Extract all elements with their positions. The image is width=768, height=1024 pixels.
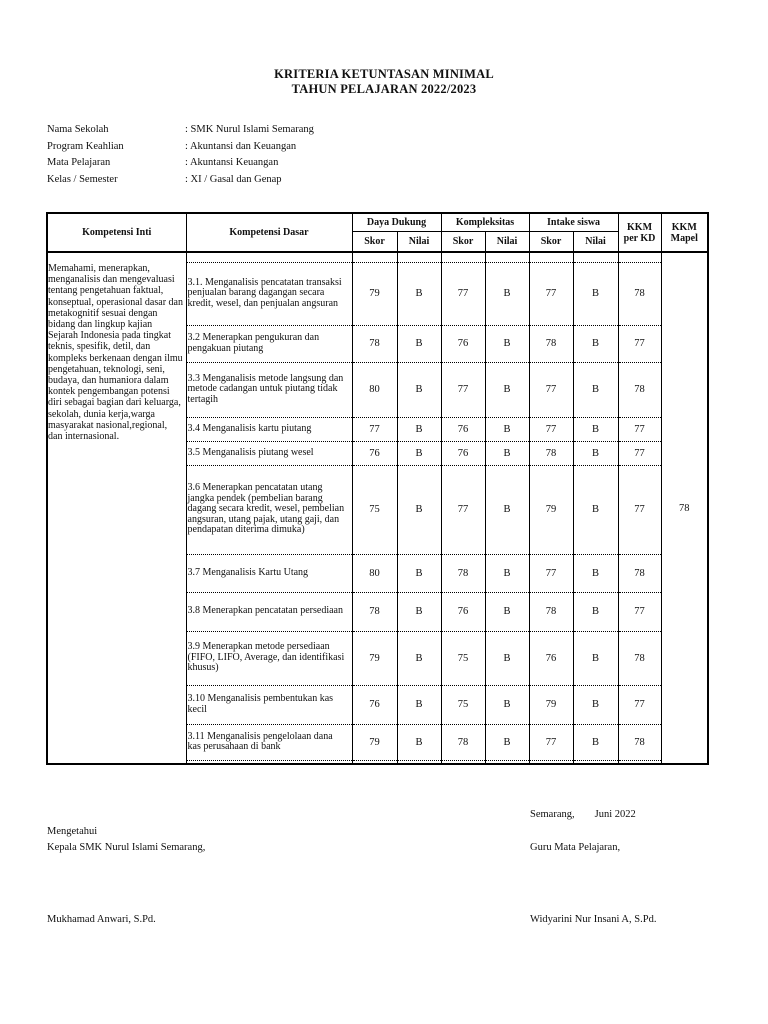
kd-cell: 3.10 Menganalisis pembentukan kas kecil (186, 685, 352, 724)
kompetensi-inti-cell: Memahami, menerapkan, menganalisis dan mengevaluasi tentang pengetahuan faktual, konseptual, operasional dasar dan metakognitif sesuai dengan bidang dan lingkup kajian Sejarah Indonesia pada tingkat teknis, spesifik, detil, dan kompleks berkenaan dengan ilmu pengetahuan, teknologi, seni, budaya, dan humaniora dalam kontek pengembangan potensi diri sebagai bagian dari keluarga, sekolah, dunia kerja,warga masyarakat nasional,regional, dan internasional. (47, 252, 186, 764)
kd-cell: 3.9 Menerapkan metode persediaan (FIFO, LIFO, Average, dan identifikasi khusus) (186, 631, 352, 685)
dd-nilai-cell: B (397, 262, 441, 325)
kkm-kd-cell: 78 (618, 262, 661, 325)
info-value: : Akuntansi dan Keuangan (185, 140, 297, 152)
header-nilai: Nilai (485, 232, 529, 253)
info-row-program (47, 141, 447, 158)
header-per-kd-label: per KD (623, 232, 656, 244)
ko-nilai-cell: B (485, 554, 529, 592)
spacer-cell (618, 252, 661, 262)
header-kompleksitas: Kompleksitas (441, 213, 529, 232)
city-text: Semarang, (530, 809, 575, 820)
spacer-cell (485, 252, 529, 262)
ko-nilai-cell: B (485, 724, 529, 760)
spacer-cell (397, 760, 441, 764)
kkm-kd-cell: 77 (618, 441, 661, 465)
kd-cell: 3.7 Menganalisis Kartu Utang (186, 554, 352, 592)
ko-skor-cell: 76 (441, 325, 485, 362)
in-skor-cell: 78 (529, 592, 573, 631)
info-value: : XI / Gasal dan Genap (185, 173, 282, 185)
kd-cell: 3.4 Menganalisis kartu piutang (186, 417, 352, 441)
kd-cell: 3.8 Menerapkan pencatatan persediaan (186, 592, 352, 631)
kkm-table (46, 212, 709, 765)
in-nilai-cell: B (573, 465, 618, 554)
in-nilai-cell: B (573, 417, 618, 441)
teacher-name: Widyarini Nur Insani A, S.Pd. (530, 914, 657, 925)
kkm-kd-cell: 77 (618, 465, 661, 554)
dd-nilai-cell: B (397, 325, 441, 362)
in-skor-cell: 76 (529, 631, 573, 685)
header-kompetensi-inti: Kompetensi Inti (47, 213, 186, 252)
spacer-cell (397, 252, 441, 262)
ko-nilai-cell: B (485, 465, 529, 554)
dd-skor-cell: 80 (352, 554, 397, 592)
header-skor: Skor (529, 232, 573, 253)
in-nilai-cell: B (573, 262, 618, 325)
info-label: Program Keahlian (47, 140, 124, 152)
ko-nilai-cell: B (485, 325, 529, 362)
kkm-kd-cell: 78 (618, 724, 661, 760)
spacer-cell (618, 760, 661, 764)
spacer-cell (352, 760, 397, 764)
kkm-mapel-cell: 78 (661, 252, 708, 764)
kkm-kd-cell: 77 (618, 685, 661, 724)
in-nilai-cell: B (573, 362, 618, 417)
ko-skor-cell: 77 (441, 465, 485, 554)
dd-nilai-cell: B (397, 554, 441, 592)
dd-skor-cell: 78 (352, 592, 397, 631)
header-skor: Skor (352, 232, 397, 253)
info-label: Kelas / Semester (47, 173, 118, 185)
ko-nilai-cell: B (485, 441, 529, 465)
ko-nilai-cell: B (485, 417, 529, 441)
in-nilai-cell: B (573, 441, 618, 465)
header-kkm-label: KKM (671, 221, 697, 233)
spacer-cell (529, 252, 573, 262)
in-skor-cell: 77 (529, 724, 573, 760)
ko-skor-cell: 75 (441, 685, 485, 724)
ko-nilai-cell: B (485, 362, 529, 417)
dd-nilai-cell: B (397, 362, 441, 417)
in-skor-cell: 79 (529, 465, 573, 554)
dd-skor-cell: 75 (352, 465, 397, 554)
header-kkm-label: KKM (627, 221, 653, 233)
ko-skor-cell: 78 (441, 554, 485, 592)
in-nilai-cell: B (573, 592, 618, 631)
kkm-kd-cell: 77 (618, 325, 661, 362)
in-nilai-cell: B (573, 631, 618, 685)
dd-skor-cell: 80 (352, 362, 397, 417)
in-skor-cell: 77 (529, 554, 573, 592)
header-kompetensi-dasar: Kompetensi Dasar (186, 213, 352, 252)
header-kkm-mapel (661, 213, 708, 252)
ko-skor-cell: 78 (441, 724, 485, 760)
principal-name: Mukhamad Anwari, S.Pd. (47, 914, 156, 925)
kd-cell: 3.11 Menganalisis pengelolaan dana kas perusahaan di bank (186, 724, 352, 760)
kkm-kd-cell: 78 (618, 631, 661, 685)
dd-skor-cell: 79 (352, 724, 397, 760)
dd-skor-cell: 79 (352, 631, 397, 685)
info-row-school (47, 124, 447, 141)
info-value: : Akuntansi Keuangan (185, 157, 279, 168)
principal-title: Kepala SMK Nurul Islami Semarang, (47, 842, 206, 853)
in-nilai-cell: B (573, 724, 618, 760)
info-row-class (47, 174, 447, 191)
document-title: KRITERIA KETUNTASAN MINIMAL (274, 67, 494, 81)
spacer-cell (529, 760, 573, 764)
spacer-cell (573, 760, 618, 764)
header-intake-siswa: Intake siswa (529, 213, 618, 232)
dd-nilai-cell: B (397, 465, 441, 554)
in-skor-cell: 78 (529, 441, 573, 465)
ko-skor-cell: 77 (441, 362, 485, 417)
kd-cell: 3.6 Menerapkan pencatatan utang jangka pendek (pembelian barang dagang secara kredit, wesel, pembelian angsuran, utang pajak, utang gaji, dan pendapatan diterima dimuka) (186, 465, 352, 554)
school-info (47, 124, 447, 190)
in-nilai-cell: B (573, 554, 618, 592)
header-kkm-per-kd (618, 213, 661, 252)
ko-nilai-cell: B (485, 262, 529, 325)
dd-skor-cell: 76 (352, 441, 397, 465)
info-value: : SMK Nurul Islami Semarang (185, 124, 314, 135)
dd-nilai-cell: B (397, 592, 441, 631)
header-mapel-label: Mapel (670, 232, 698, 244)
ko-nilai-cell: B (485, 685, 529, 724)
spacer-cell (186, 252, 352, 262)
document-subtitle: TAHUN PELAJARAN 2022/2023 (291, 82, 477, 96)
spacer-cell (573, 252, 618, 262)
header-skor: Skor (441, 232, 485, 253)
in-nilai-cell: B (573, 325, 618, 362)
ko-skor-cell: 76 (441, 417, 485, 441)
place-date (530, 809, 656, 820)
info-label: Nama Sekolah (47, 124, 109, 135)
dd-skor-cell: 78 (352, 325, 397, 362)
table-spacer-row (47, 252, 708, 262)
dd-nilai-cell: B (397, 631, 441, 685)
spacer-cell (485, 760, 529, 764)
in-skor-cell: 79 (529, 685, 573, 724)
header-nilai: Nilai (397, 232, 441, 253)
spacer-cell (186, 760, 352, 764)
dd-skor-cell: 76 (352, 685, 397, 724)
date-text: Juni 2022 (594, 809, 636, 820)
dd-skor-cell: 79 (352, 262, 397, 325)
info-label: Mata Pelajaran (47, 157, 111, 168)
dd-nilai-cell: B (397, 685, 441, 724)
in-skor-cell: 77 (529, 417, 573, 441)
kd-cell: 3.5 Menganalisis piutang wesel (186, 441, 352, 465)
teacher-title: Guru Mata Pelajaran, (530, 842, 621, 853)
ko-skor-cell: 76 (441, 592, 485, 631)
header-nilai: Nilai (573, 232, 618, 253)
kkm-kd-cell: 77 (618, 592, 661, 631)
spacer-cell (352, 252, 397, 262)
kkm-kd-cell: 78 (618, 554, 661, 592)
ko-nilai-cell: B (485, 592, 529, 631)
kd-cell: 3.3 Menganalisis metode langsung dan metode cadangan untuk piutang tidak tertagih (186, 362, 352, 417)
dd-nilai-cell: B (397, 724, 441, 760)
dd-nilai-cell: B (397, 417, 441, 441)
kd-cell: 3.1. Menganalisis pencatatan transaksi penjualan barang dagangan secara kredit, wesel, dan penjualan angsuran (186, 262, 352, 325)
in-skor-cell: 78 (529, 325, 573, 362)
kd-cell: 3.2 Menerapkan pengukuran dan pengakuan piutang (186, 325, 352, 362)
info-row-subject (47, 157, 447, 174)
in-nilai-cell: B (573, 685, 618, 724)
kkm-kd-cell: 77 (618, 417, 661, 441)
kkm-kd-cell: 78 (618, 362, 661, 417)
ko-skor-cell: 77 (441, 262, 485, 325)
in-skor-cell: 77 (529, 362, 573, 417)
acknowledged-label: Mengetahui (47, 826, 98, 837)
ko-skor-cell: 76 (441, 441, 485, 465)
dd-nilai-cell: B (397, 441, 441, 465)
spacer-cell (441, 252, 485, 262)
in-skor-cell: 77 (529, 262, 573, 325)
dd-skor-cell: 77 (352, 417, 397, 441)
ko-nilai-cell: B (485, 631, 529, 685)
header-daya-dukung: Daya Dukung (352, 213, 441, 232)
ko-skor-cell: 75 (441, 631, 485, 685)
spacer-cell (441, 760, 485, 764)
